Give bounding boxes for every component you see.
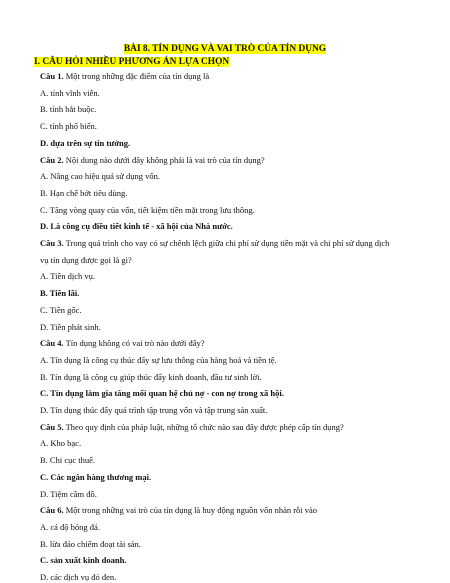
question-label: Câu 4.: [40, 338, 64, 349]
question-label: Câu 5.: [40, 421, 64, 432]
answer-option: D. Tiệm cầm đồ.: [40, 488, 97, 499]
correct-option: C. sản xuất kinh doanh.: [40, 555, 127, 566]
answer-option: C. tính phổ biến.: [40, 121, 97, 132]
question-text: [40, 238, 420, 249]
question-label: Câu 2.: [40, 154, 64, 165]
question-line: vụ tín dụng được gọi là gì?: [40, 254, 132, 265]
answer-option: A. Nâng cao hiệu quả sử dụng vốn.: [40, 171, 161, 182]
question-text: [40, 505, 420, 516]
answer-option: A. tính vĩnh viễn.: [40, 87, 100, 98]
answer-option: B. Chi cục thuế.: [40, 455, 96, 466]
question-line: Trong quá trình cho vay có sự chênh lệch giữa chi phí sử dụng tiền mặt và chi phí sử dụng dịch: [65, 238, 390, 248]
answer-option: B. Tín dụng là công cụ giúp thúc đẩy kinh doanh, đầu tư sinh lời.: [40, 371, 262, 382]
question-text: [40, 155, 420, 166]
correct-option: C. Các ngân hàng thương mại.: [40, 471, 152, 482]
correct-option: C. Tín dụng làm gia tăng mối quan hệ chủ nợ - con nợ trong xã hội.: [40, 388, 284, 399]
question-line: Tín dụng không có vai trò nào dưới đây?: [65, 338, 205, 349]
question-label: Câu 1.: [40, 71, 64, 81]
answer-option: D. Tiền phát sinh.: [40, 321, 101, 332]
question-line: Theo quy định của pháp luật, những tổ chức nào sau đây được phép cấp tín dụng?: [65, 421, 344, 432]
answer-option: D. Tín dụng thúc đẩy quá trình tập trung vốn và tập trung sản xuất.: [40, 405, 268, 415]
question-text: [40, 71, 420, 82]
question-text: [40, 422, 420, 433]
answer-option: B. tính bắt buộc.: [40, 104, 97, 115]
question-line: Nội dung nào dưới đây không phải là vai trò của tín dụng?: [65, 154, 265, 165]
answer-option: C. Tiền gốc.: [40, 304, 82, 315]
answer-option: A. Tín dụng là công cụ thúc đẩy sự lưu thông của hàng hoá và tiền tệ.: [40, 354, 277, 365]
answer-option: C. Tăng vòng quay của vốn, tiết kiệm tiền mặt trong lưu thông.: [40, 204, 255, 215]
correct-option: D. Là công cụ điều tiết kinh tế - xã hội của Nhà nước.: [40, 221, 233, 232]
correct-option: B. Tiền lãi.: [40, 288, 80, 299]
question-text: [40, 338, 420, 349]
question-text: [40, 255, 420, 266]
answer-option: B. lừa đảo chiếm đoạt tài sản.: [40, 538, 141, 549]
answer-option: A. Tiền dịch vụ.: [40, 271, 96, 282]
answer-option: D. các dịch vụ đỏ đen.: [40, 572, 117, 582]
answer-option: B. Hạn chế bớt tiêu dùng.: [40, 187, 128, 198]
answer-option: A. cá độ bóng đá.: [40, 521, 100, 532]
correct-option: D. dựa trên sự tin tưởng.: [40, 137, 131, 148]
question-line: Một trong những vai trò của tín dụng là huy động nguồn vốn nhàn rỗi vào: [65, 505, 318, 516]
document-title: BÀI 8. TÍN DỤNG VÀ VAI TRÒ CỦA TÍN DỤNG: [123, 44, 327, 54]
question-label: Câu 3.: [40, 238, 64, 248]
answer-option: A. Kho bạc.: [40, 438, 82, 449]
section-heading: I. CÂU HỎI NHIỀU PHƯƠNG ÁN LỰA CHỌN: [34, 57, 230, 67]
question-label: Câu 6.: [40, 505, 64, 516]
question-line: Một trong những đặc điểm của tín dụng là: [65, 71, 210, 81]
